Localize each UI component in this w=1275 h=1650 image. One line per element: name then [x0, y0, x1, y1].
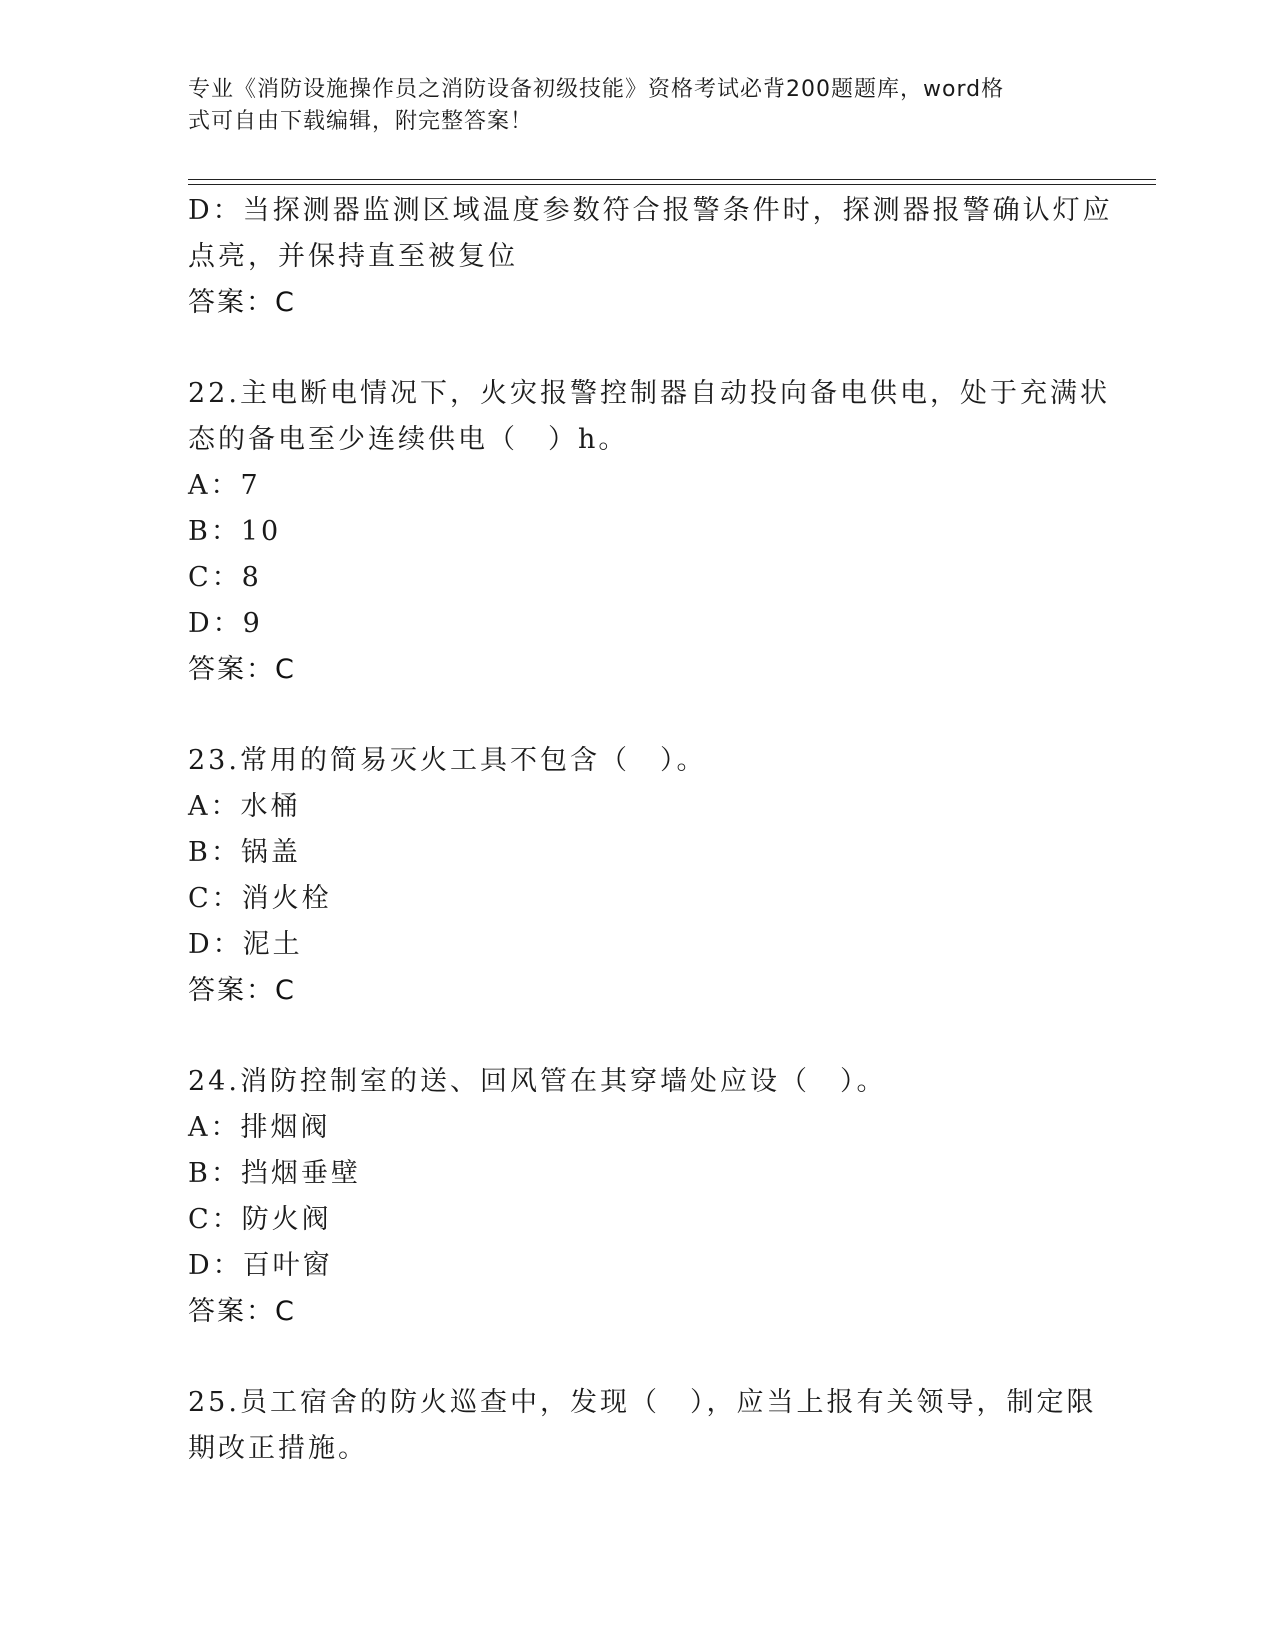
- option-a: A：水桶: [188, 791, 301, 822]
- question-21-continued: [188, 188, 1113, 326]
- question-25: [188, 1380, 1097, 1472]
- option-b: B：10: [188, 516, 282, 547]
- question-stem: 25.员工宿舍的防火巡查中，发现（ ），应当上报有关领导，制定限: [188, 1387, 1097, 1418]
- answer-label: 答案：C: [188, 975, 296, 1006]
- option-d-continued: 点亮，并保持直至被复位: [188, 241, 518, 272]
- question-22: [188, 371, 1110, 693]
- header-note-line: 式可自由下载编辑，附完整答案！: [188, 109, 534, 134]
- answer-label: 答案：C: [188, 1296, 296, 1327]
- option-b: B：锅盖: [188, 837, 301, 868]
- option-c: C：8: [188, 562, 262, 593]
- answer-label: 答案：C: [188, 287, 296, 318]
- question-23: [188, 738, 1088, 1014]
- question-stem: 23.常用的简易灭火工具不包含（ ）。: [188, 745, 707, 776]
- header-note-line: 专业《消防设施操作员之消防设备初级技能》资格考试必背200题题库，word格: [188, 77, 1005, 102]
- option-a: A：排烟阀: [188, 1112, 331, 1143]
- answer-label: 答案：C: [188, 654, 296, 685]
- spacer: [188, 1014, 1088, 1059]
- question-24: [188, 1059, 1088, 1335]
- question-stem: 24.消防控制室的送、回风管在其穿墙处应设（ ）。: [188, 1066, 887, 1097]
- option-b: B：挡烟垂壁: [188, 1158, 361, 1189]
- option-d: D：9: [188, 608, 263, 639]
- question-stem-continued: 期改正措施。: [188, 1433, 368, 1464]
- spacer: [188, 693, 1088, 738]
- question-stem-continued: 态的备电至少连续供电（ ）h。: [188, 424, 629, 455]
- option-c: C：防火阀: [188, 1204, 332, 1235]
- option-d: D：当探测器监测区域温度参数符合报警条件时，探测器报警确认灯应: [188, 195, 1113, 226]
- question-stem: 22.主电断电情况下，火灾报警控制器自动投向备电供电，处于充满状: [188, 378, 1110, 409]
- option-d: D：百叶窗: [188, 1250, 333, 1281]
- option-a: A：7: [188, 470, 261, 501]
- header-divider: [188, 184, 1156, 185]
- option-d: D：泥土: [188, 929, 303, 960]
- header-note: [188, 74, 1068, 138]
- header-divider: [188, 179, 1156, 180]
- question-list: [188, 188, 1113, 1472]
- spacer: [188, 1335, 1088, 1380]
- spacer: [188, 326, 1088, 371]
- option-c: C：消火栓: [188, 883, 332, 914]
